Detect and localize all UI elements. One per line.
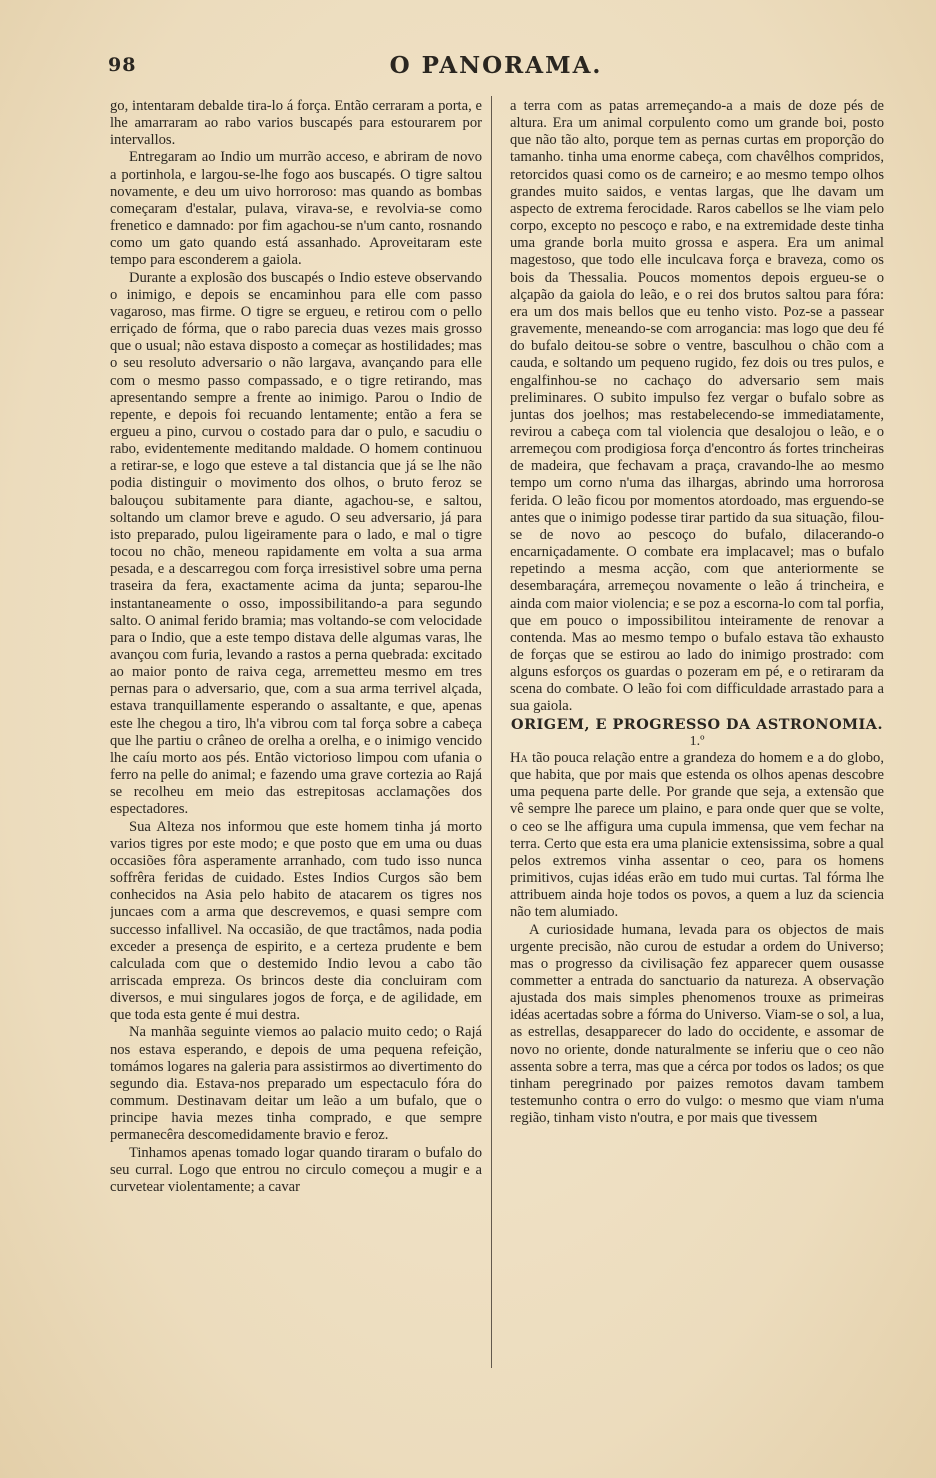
section-number: 1.º <box>689 733 705 749</box>
page-number: 98 <box>108 54 137 76</box>
paragraph: a terra com as patas arremeçando-a a mais de doze pés de altura. Era um animal corpulento como um grande boi, posto que não tão alto, porque tem as pernas curtas em proporção do tamanho. tinha uma enorme cabeça, com chavêlhos compridos, retorcidos quasi como os de carneiro; e ao mesmo tempo olhos grandes muito saidos, e ventas largas, que lhe davam um aspecto de extrema ferocidade. Raros cabellos se lhe viam pelo corpo, excepto no pescoço e rabo, e na extremidade deste tinha uma grande borla muito grossa e aspera. Era um animal magestoso, que todo elle inculcava força e braveza, como os bois da Thessalia. Poucos momentos depois ergueu-se o alçapão da gaiola do leão, e o rei dos brutos saltou para fóra: era um dos mais bellos que eu tenho visto. Poz-se a passear gravemente, meneando-se com arrogancia: mas logo que deu fé do bufalo deitou-se sobre o ventre, basculhou o chão com a cauda, e soltando um pequeno rugido, fez dois ou tres pulos, e engalfinhou-se no cachaço do adversario sem mais preliminares. O subito impulso fez vergar o bufalo sobre as juntas dos joelhos; mas restabelecendo-se immediatamente, revirou a cabeça com tal violencia que desalojou o leão, e o arremeçou com prodigiosa força d'encontro ás fortes trincheiras de madeira, que fechavam a praça, cravando-lhe ao mesmo tempo um corno n'uma das ilhargas, abrindo uma horrorosa ferida. O leão ficou por momentos atordoado, mas erguendo-se antes que o inimigo podesse tirar partido da sua situação, filou-se de novo ao pescoço do bufalo, dilacerando-o encarniçadamente. O combate era implacavel; mas o bufalo repetindo a mesma acção, com que anteriormente se desembaraçára, arremeçou novamente o leão á trincheira, e ainda com maior violencia; e se poz a escorna-lo com tal porfia, que em pouco o impossibilitou inteiramente de renovar a contenda. Mas ao mesmo tempo o bufalo estava tão exhausto de forças que se estirou ao lado do inimigo prostrado: com alguns esforços os guardas o pozeram em pé, e o retiraram da scena do combate. O leão foi com difficuldade arrastado para a sua gaiola. <box>510 98 884 715</box>
paragraph: A curiosidade humana, levada para os objectos de mais urgente precisão, não curou de estudar a ordem do Universo; mas o progresso da civilisação fez apparecer quem ousasse commetter a entrada do sanctuario da natureza. A observação ajustada dos mais simples phenomenos trouxe as primeiras idéas acertadas sobre a fórma do Universo. Viam-se o sol, a lua, as estrellas, desapparecer do lado do occidente, e assomar de novo no oriente, donde naturalmente se inferiu que o ceo não assenta sobre a terra, mas que a cérca por todos os lados; os que tinham peregrinado por paizes remotos davam tambem testemunho contra o erro do vulgo: o mesmo que viam n'uma região, tinham visto n'outra, e por mais que tivessem <box>510 921 884 1127</box>
section-title: ORIGEM, E PROGRESSO DA ASTRONOMIA. <box>511 715 883 733</box>
column-divider <box>491 96 492 1368</box>
paragraph: go, intentaram debalde tira-lo á força. Então cerraram a porta, e lhe amarraram ao rabo varios buscapés para estourarem por intervallos. <box>110 98 482 149</box>
page-header <box>108 54 884 88</box>
paragraph-text: tão pouca relação entre a grandeza do homem e a do globo, que habita, que por mais que estenda os olhos apenas descobre uma pequena parte delle. Por grande que seja, a extensão que vê sempre lhe parece um plaino, e para onde quer que se volte, o ceo se lhe affigura uma cupula immensa, que vem fechar na terra. Certo que esta era uma planicie extensissima, sobre a qual pelos extremos vinha assentar o ceo, para os homens primitivos, cujas idéas erão em tudo mui curtas. Tal fórma lhe attribuem ainda hoje todos os povos, a quem a luz da sciencia não tem alumiado. <box>510 749 884 921</box>
initial-word: Ha <box>510 749 528 766</box>
left-column <box>110 98 482 1368</box>
paragraph: Tinhamos apenas tomado logar quando tiraram o bufalo do seu curral. Logo que entrou no circulo começou a mugir e a curvetear violentamente; a cavar <box>110 1144 482 1195</box>
journal-title: O PANORAMA. <box>389 52 603 79</box>
paragraph: Entregaram ao Indio um murrão acceso, e abriram de novo a portinhola, e largou-se-lhe fogo aos buscapés. O tigre saltou novamente, e deu um uivo horroroso: mas quando as bombas começaram d'estalar, pulava, virava-se, e revolvia-se como frenetico e damnado: por fim agachou-se n'um canto, rosnando como um gato quando está assanhado. Aproveitaram este tempo para esconderem a gaiola. <box>110 149 482 269</box>
paragraph: Sua Alteza nos informou que este homem tinha já morto varios tigres por este modo; e que posto que em uma ou duas occasiões fôra asperamente arranhado, com tudo isso nunca soffrêra feridas de cuidado. Estes Indios Curgos são bem conhecidos na Asia pelo habito de atacarem os tigres nos juncaes com a arma que descrevemos, e quasi sempre com successo infallivel. Na occasião, de que tractâmos, nada podia exceder a presença de espirito, e a certeza prudente e bem calculada com que o destemido Indio levou a cabo tão arriscada empreza. Os brincos deste dia concluiram com diversos, e mui singulares jogos de força, e de agilidade, em que toda esta gente é mui destra. <box>110 818 482 1024</box>
paragraph: Na manhãa seguinte viemos ao palacio muito cedo; o Rajá nos estava esperando, e depois de uma pequena refeição, tomámos logares na galeria para assistirmos ao divertimento do segundo dia. Estava-nos preparado um espectaculo fóra do commum. Destinavam deitar um leão a um bufalo, que o principe havia mezes tinha comprado, e que sempre permanecêra descomedidamente bravio e feroz. <box>110 1024 482 1144</box>
paragraph <box>510 750 884 922</box>
paragraph: Durante a explosão dos buscapés o Indio esteve observando o inimigo, e depois se encaminhou para elle com passo vagaroso, mas firme. O tigre se ergueu, e retirou com o pello erriçado de fórma, que o rabo parecia duas vezes mais grosso que o usual; não estava disposto a começar as hostilidades; mas o seu resoluto adversario o não largava, avançando para elle com o mesmo passo compassado, e o tigre retirando, mas apresentando sempre a frente ao inimigo. Parou o Indio de repente, e depois foi recuando lentamente; então a fera se ergueu a pino, curvou o costado para dar o pulo, e sacudiu o rabo, evidentemente meditando maldade. O homem continuou a retirar-se, e logo que esteve a tal distancia que já se lhe não podia distinguir o movimento dos olhos, o bruto feroz se balouçou subitamente para diante, agachou-se, e saltou, soltando um clamor breve e agudo. O seu adversario, já para isto preparado, pulou ligeiramente para o lado, e mal o tigre tocou no chão, meneou rapidamente em volta a sua arma pesada, e a descarregou com força irresistivel sobre uma perna traseira da fera, exactamente acima da junta; separou-lhe instantaneamente o osso, impossibilitando-a para segundo salto. O animal ferido bramia; mas voltando-se com velocidade para o Indio, que a este tempo distava delle algumas varas, lhe avançou com furia, levando a rastos a perna quebrada: excitado ao maior ponto de raiva cega, arremetteu mesmo em tres pernas para o adversario, que, com a sua arma terrivel alçada, estava tranquillamente esperando o assaltante, e que, apenas este lhe chegou a tiro, lh'a vibrou com tal força sobre a cabeça que lhe partiu o crâneo de orelha a orelha, e o inimigo vencido lhe caíu morto aos pés. Então victorioso limpou com ufania o ferro na pelle do animal; e fazendo uma grave cortezia ao Rajá se recolheu em meio das estrepitosas acclamações dos espectadores. <box>110 269 482 818</box>
right-column <box>510 98 884 1368</box>
